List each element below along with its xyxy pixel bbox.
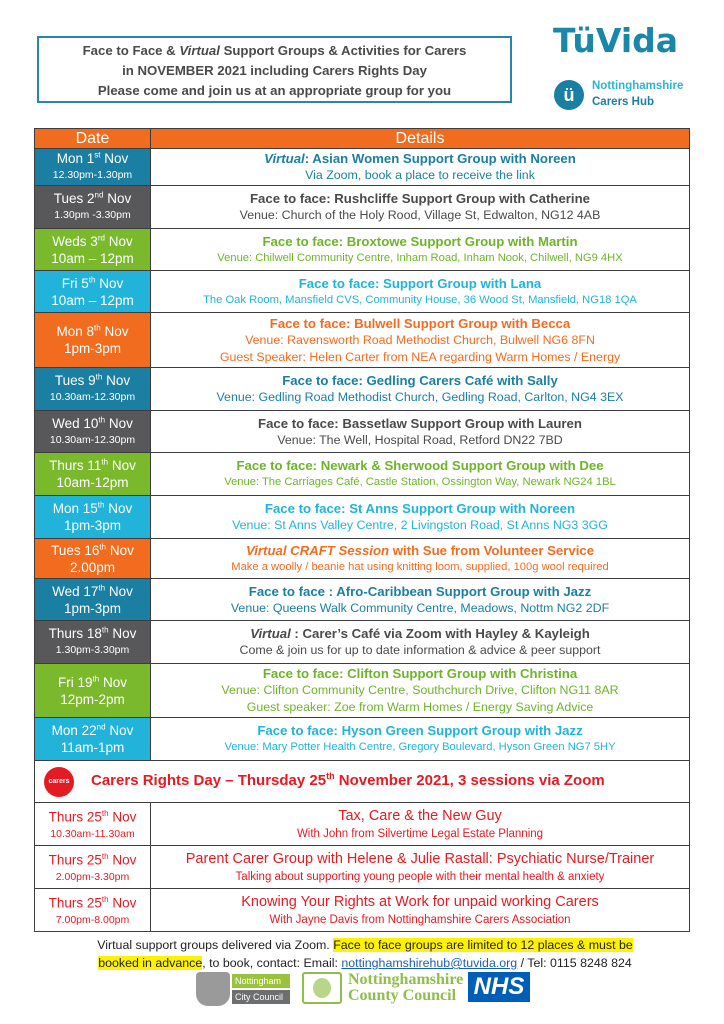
details-cell: Virtual CRAFT Session with Sue from Volunteer Service Make a woolly / beanie hat using knitting loom, supplied, 100g wool required (151, 539, 690, 579)
date-cell: Thurs 25th Nov 7.00pm-8.00pm (35, 889, 151, 932)
date-cell: Thurs 11th Nov 10am-12pm (35, 453, 151, 496)
table-row (35, 453, 690, 496)
details-cell: Virtual : Carer’s Café via Zoom with Hayley & Kayleigh Come & join us for up to date information & advice & peer support (151, 621, 690, 664)
title-line-3: Please come and join us at an appropriate group for you (97, 83, 452, 98)
table-row (35, 621, 690, 664)
highlight-limit: Face to face groups are limited to 12 places & must be (333, 938, 633, 952)
table-header (35, 129, 690, 149)
table-row (35, 539, 690, 579)
footer-note: Virtual support groups delivered via Zoom. Face to face groups are limited to 12 places & must be booked in advance, to book, contact: Email: nottinghamshirehub@tuvida.org / Tel: 0115 8248 824 (97, 938, 633, 970)
date-cell: Mon 1st Nov 12.30pm-1.30pm (35, 149, 151, 186)
date-cell: Thurs 25th Nov 10.30am-11.30am (35, 803, 151, 846)
carers-rights-day-title: Carers Rights Day – Thursday 25th November 2021, 3 sessions via Zoom (91, 771, 605, 789)
date-cell: Wed 10th Nov 10.30am-12.30pm (35, 411, 151, 453)
table-row (35, 313, 690, 368)
table-row (35, 368, 690, 411)
date-cell: Fri 5th Nov 10am – 12pm (35, 271, 151, 313)
details-cell: Knowing Your Rights at Work for unpaid working Carers With Jayne Davis from Nottinghamshire Carers Association (151, 889, 690, 932)
table-row (35, 186, 690, 229)
hub-line-2: Carers Hub (592, 96, 654, 108)
details-cell: Tax, Care & the New Guy With John from Silvertime Legal Estate Planning (151, 803, 690, 846)
date-cell: Mon 15th Nov 1pm-3pm (35, 496, 151, 539)
county-council-line-2: County Council (348, 987, 457, 1004)
hub-line-1: Nottinghamshire (592, 80, 684, 92)
header-date: Date (35, 129, 151, 149)
table-row (35, 229, 690, 271)
table-row (35, 271, 690, 313)
schedule-table (34, 128, 690, 932)
crd-session-row (35, 846, 690, 889)
details-cell: Face to face: Gedling Carers Café with Sally Venue: Gedling Road Methodist Church, Gedling Road, Carlton, NG4 3EX (151, 368, 690, 411)
partner-logos (190, 970, 550, 1006)
table-row (35, 664, 690, 718)
date-cell: Fri 19th Nov 12pm-2pm (35, 664, 151, 718)
carers-hub-icon: ü (554, 80, 584, 110)
details-cell: Face to face: Broxtowe Support Group with Martin Venue: Chilwell Community Centre, Inham Road, Inham Nook, Chilwell, NG9 4HX (151, 229, 690, 271)
details-cell: Face to face: Bassetlaw Support Group with Lauren Venue: The Well, Hospital Road, Retford DN22 7BD (151, 411, 690, 453)
carers-rights-day-icon: carers (44, 767, 74, 797)
tuvida-logo: TüVida (553, 21, 679, 60)
table-row (35, 579, 690, 621)
date-cell: Mon 22nd Nov 11am-1pm (35, 718, 151, 761)
table-row (35, 149, 690, 186)
city-council-line-2: City Council (232, 990, 290, 1004)
details-cell: Face to face: St Anns Support Group with Noreen Venue: St Anns Valley Centre, 2 Livingston Road, St Anns NG3 3GG (151, 496, 690, 539)
date-cell: Wed 17th Nov 1pm-3pm (35, 579, 151, 621)
title-line-1 (39, 41, 510, 61)
date-cell: Mon 8th Nov 1pm-3pm (35, 313, 151, 368)
table-row (35, 718, 690, 761)
header-details: Details (151, 129, 690, 149)
table-row (35, 411, 690, 453)
details-cell: Face to face: Hyson Green Support Group with Jazz Venue: Mary Potter Health Centre, Gregory Boulevard, Hyson Green NG7 5HY (151, 718, 690, 761)
title-virtual-emphasis: Virtual (179, 43, 220, 58)
title-text: Face to Face & (82, 43, 180, 58)
carers-hub-logo (554, 78, 719, 118)
carers-rights-day-banner (35, 761, 690, 803)
crd-session-row (35, 803, 690, 846)
county-council-line-1: Nottinghamshire (348, 971, 464, 988)
table-row (35, 496, 690, 539)
details-cell: Face to face: Rushcliffe Support Group with Catherine Venue: Church of the Holy Rood, Village St, Edwalton, NG12 4AB (151, 186, 690, 229)
crd-session-row (35, 889, 690, 932)
city-crest-icon (196, 972, 230, 1006)
details-cell: Face to face : Afro-Caribbean Support Group with Jazz Venue: Queens Walk Community Centre, Meadows, Nottm NG2 2DF (151, 579, 690, 621)
time: 12.30pm-1.30pm (52, 169, 133, 181)
details-cell: Face to face: Clifton Support Group with Christina Venue: Clifton Community Centre, Southchurch Drive, Clifton NG11 8AR Guest speaker: Zoe from Warm Homes / Energy Saving Advice (151, 664, 690, 718)
email-link[interactable]: nottinghamshirehub@tuvida.org (341, 956, 518, 970)
carers-rights-day-banner-row (35, 761, 690, 803)
details-cell: Parent Carer Group with Helene & Julie Rastall: Psychiatic Nurse/Trainer Talking about supporting young people with their mental health & anxiety (151, 846, 690, 889)
phone: / Tel: 0115 8248 824 (517, 956, 632, 970)
date-cell: Tues 2nd Nov 1.30pm -3.30pm (35, 186, 151, 229)
details-cell: Face to face: Support Group with Lana The Oak Room, Mansfield CVS, Community House, 36 Wood St, Mansfield, NG18 1QA (151, 271, 690, 313)
date-cell: Thurs 25th Nov 2.00pm-3.30pm (35, 846, 151, 889)
details-cell: Virtual: Asian Women Support Group with Noreen Via Zoom, book a place to receive the link (151, 149, 690, 186)
details-cell: Face to face: Bulwell Support Group with Becca Venue: Ravensworth Road Methodist Church, Bulwell NG6 8FN Guest Speaker: Helen Carter from NEA regarding Warm Homes / Energy (151, 313, 690, 368)
city-council-line-1: Nottingham (232, 974, 290, 988)
date-cell: Weds 3rd Nov 10am – 12pm (35, 229, 151, 271)
highlight-booking: booked in advance (98, 956, 203, 970)
title-text: Support Groups & Activities for Carers (219, 43, 467, 58)
date-cell: Tues 9th Nov 10.30am-12.30pm (35, 368, 151, 411)
details-cell: Face to face: Newark & Sherwood Support Group with Dee Venue: The Carriages Café, Castle Station, Ossington Way, Newark NG24 1BL (151, 453, 690, 496)
date-cell: Tues 16th Nov 2.00pm (35, 539, 151, 579)
title-box (37, 36, 512, 103)
date-cell: Thurs 18th Nov 1.30pm-3.30pm (35, 621, 151, 664)
title-line-2: in NOVEMBER 2021 including Carers Rights Day (122, 63, 427, 78)
nhs-logo: NHS (468, 972, 530, 1002)
county-tree-icon (302, 972, 342, 1004)
